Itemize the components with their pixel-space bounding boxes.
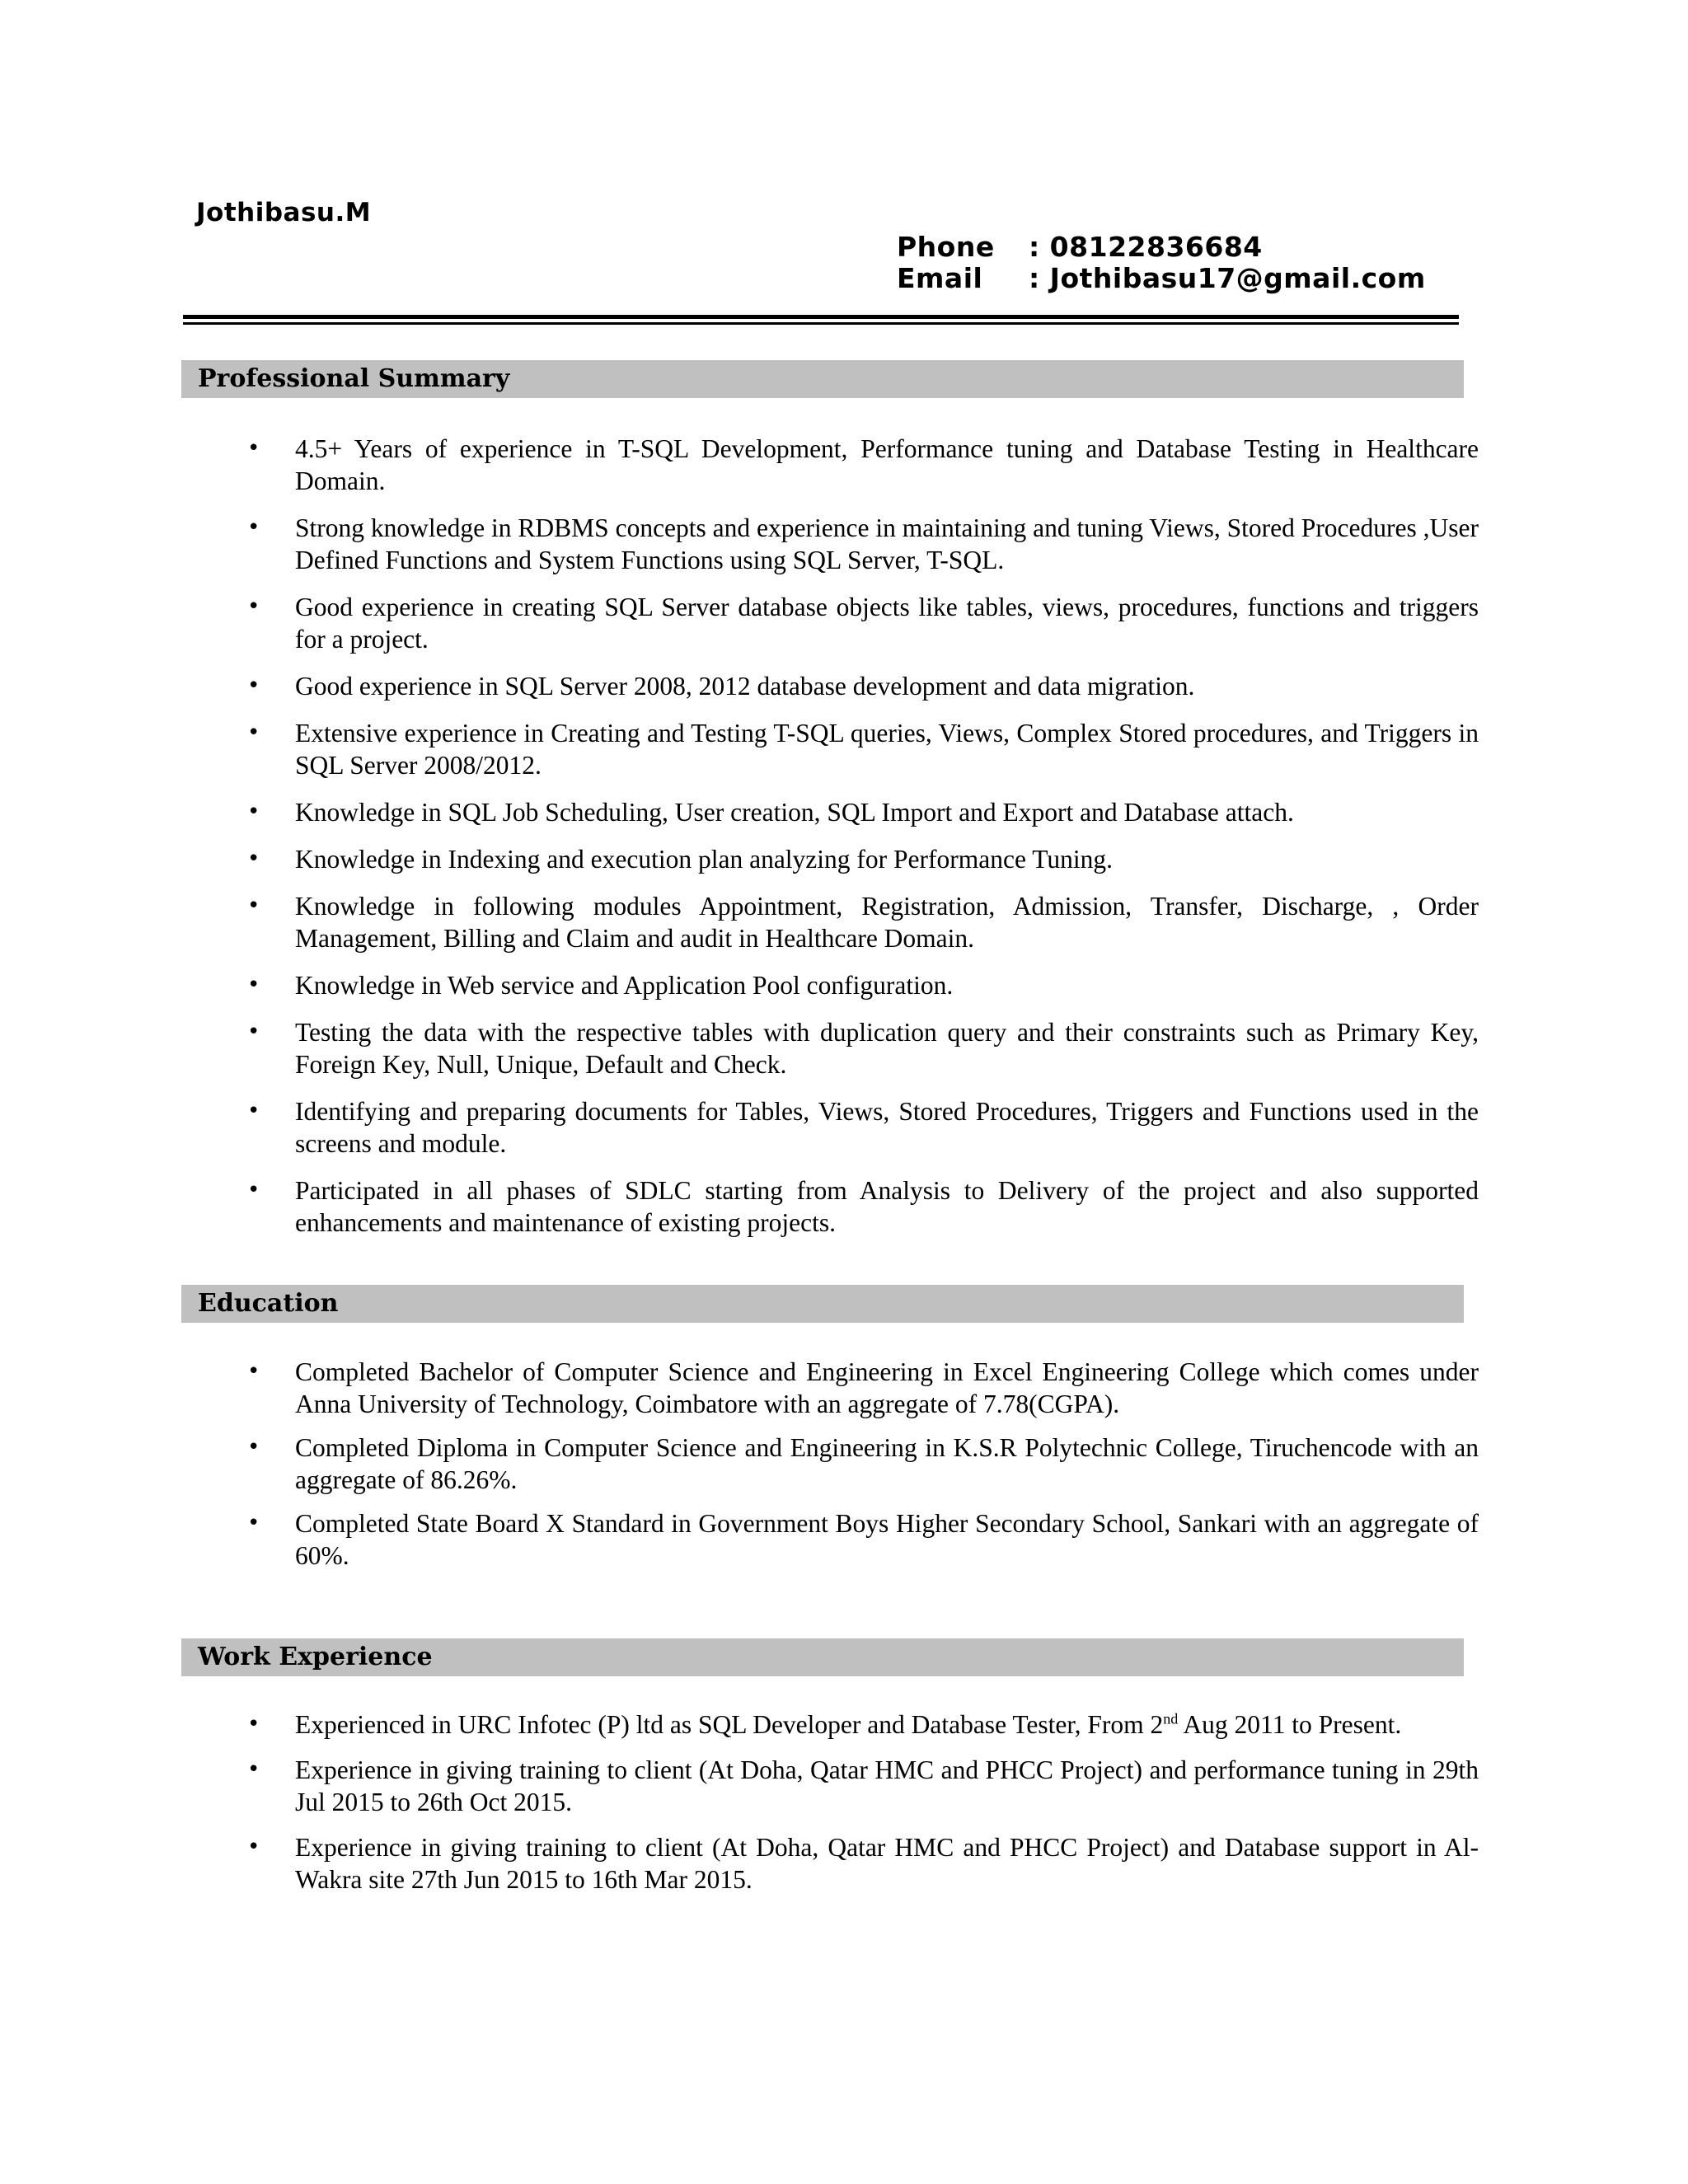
list-item	[247, 890, 1479, 954]
phone-line	[897, 231, 1263, 263]
section-header-work-experience	[181, 1638, 1464, 1676]
bullet-icon: •	[247, 1099, 260, 1123]
list-item	[247, 433, 1479, 497]
list-item-text: Good experience in creating SQL Server database objects like tables, views, procedures, functions and triggers for a project.	[295, 593, 1479, 654]
list-item-text: Experience in giving training to client (At Doha, Qatar HMC and PHCC Project) and performance tuning in 29th Jul 2015 to 26th Oct 2015.	[295, 1755, 1479, 1816]
education-list	[247, 1356, 1479, 1583]
bullet-icon: •	[247, 436, 260, 461]
section-header-professional-summary	[181, 360, 1464, 398]
bullet-icon: •	[247, 1435, 260, 1460]
list-item	[247, 1356, 1479, 1420]
list-item-text: Strong knowledge in RDBMS concepts and experience in maintaining and tuning Views, Stored Procedures ,User Defined Functions and System Functions using SQL Server, T-SQL.	[295, 513, 1479, 574]
list-item-text: Completed State Board X Standard in Government Boys Higher Secondary School, Sankari with an aggregate of 60%.	[295, 1509, 1479, 1570]
phone-value: : 08122836684	[1029, 231, 1263, 263]
bullet-icon: •	[247, 799, 260, 824]
header-divider-thick	[183, 315, 1459, 319]
list-item	[247, 1432, 1479, 1496]
work-experience-list	[247, 1708, 1479, 1909]
list-item	[247, 591, 1479, 655]
list-item-text: 4.5+ Years of experience in T-SQL Development, Performance tuning and Database Testing in Healthcare Domain.	[295, 434, 1479, 495]
bullet-icon: •	[247, 594, 260, 619]
list-item	[247, 796, 1479, 828]
list-item-text: Identifying and preparing documents for Tables, Views, Stored Procedures, Triggers and Functions used in the screens and module.	[295, 1097, 1479, 1158]
list-item-text: Completed Diploma in Computer Science and Engineering in K.S.R Polytechnic College, Tiruchencode with an aggregate of 86.26%.	[295, 1433, 1479, 1494]
list-item	[247, 843, 1479, 875]
email-label: Email	[897, 262, 983, 294]
list-item	[247, 717, 1479, 781]
list-item	[247, 1831, 1479, 1896]
bullet-icon: •	[247, 1019, 260, 1044]
list-item	[247, 1507, 1479, 1572]
section-title: Professional Summary	[198, 364, 510, 393]
phone-label: Phone	[897, 231, 995, 263]
list-item-text: Extensive experience in Creating and Testing T-SQL queries, Views, Complex Stored procedures, and Triggers in SQL Server 2008/2012.	[295, 719, 1479, 780]
bullet-icon: •	[247, 515, 260, 540]
list-item-text: Knowledge in Web service and Application Pool configuration.	[295, 971, 954, 1000]
list-item-text: Knowledge in following modules Appointment, Registration, Admission, Transfer, Discharge, , Order Management, Billing and Claim and audit in Healthcare Domain.	[295, 892, 1479, 953]
list-item-text: Knowledge in SQL Job Scheduling, User creation, SQL Import and Export and Database attach.	[295, 798, 1294, 827]
work-item-text-end: Aug 2011 to Present.	[1178, 1710, 1402, 1739]
bullet-icon: •	[247, 673, 260, 698]
bullet-icon: •	[247, 1835, 260, 1859]
list-item	[247, 1095, 1479, 1160]
list-item-text: Participated in all phases of SDLC starting from Analysis to Delivery of the project and also supported enhancements and maintenance of existing projects.	[295, 1176, 1479, 1237]
list-item	[247, 512, 1479, 576]
professional-summary-list	[247, 433, 1479, 1254]
section-title: Education	[198, 1289, 339, 1318]
bullet-icon: •	[247, 1757, 260, 1782]
bullet-icon: •	[247, 972, 260, 997]
bullet-icon: •	[247, 1712, 260, 1736]
email-line	[897, 262, 1426, 294]
work-item-text-start: Experienced in URC Infotec (P) ltd as SQL Developer and Database Tester, From 2	[295, 1710, 1164, 1739]
bullet-icon: •	[247, 893, 260, 918]
section-header-education	[181, 1285, 1464, 1323]
list-item	[247, 1708, 1479, 1741]
list-item-text: Knowledge in Indexing and execution plan analyzing for Performance Tuning.	[295, 845, 1114, 874]
list-item	[247, 1174, 1479, 1239]
list-item-text: Completed Bachelor of Computer Science and Engineering in Excel Engineering College which comes under Anna University of Technology, Coimbatore with an aggregate of 7.78(CGPA).	[295, 1357, 1479, 1418]
bullet-icon: •	[247, 1178, 260, 1202]
bullet-icon: •	[247, 720, 260, 745]
header-divider-thin	[183, 322, 1459, 325]
bullet-icon: •	[247, 846, 260, 871]
bullet-icon: •	[247, 1359, 260, 1384]
list-item	[247, 969, 1479, 1001]
ordinal-suffix: nd	[1163, 1710, 1179, 1727]
list-item-text: Good experience in SQL Server 2008, 2012 database development and data migration.	[295, 672, 1195, 701]
email-value: : Jothibasu17@gmail.com	[1029, 262, 1426, 294]
list-item-text: Testing the data with the respective tables with duplication query and their constraints such as Primary Key, Foreign Key, Null, Unique, Default and Check.	[295, 1018, 1479, 1079]
list-item-text: Experience in giving training to client (At Doha, Qatar HMC and PHCC Project) and Database support in Al-Wakra site 27th Jun 2015 to 16th Mar 2015.	[295, 1833, 1479, 1894]
list-item	[247, 670, 1479, 702]
candidate-name: Jothibasu.M	[196, 198, 372, 227]
bullet-icon: •	[247, 1511, 260, 1535]
section-title: Work Experience	[198, 1643, 433, 1671]
list-item	[247, 1754, 1479, 1818]
list-item-text	[295, 1710, 1401, 1739]
list-item	[247, 1016, 1479, 1080]
